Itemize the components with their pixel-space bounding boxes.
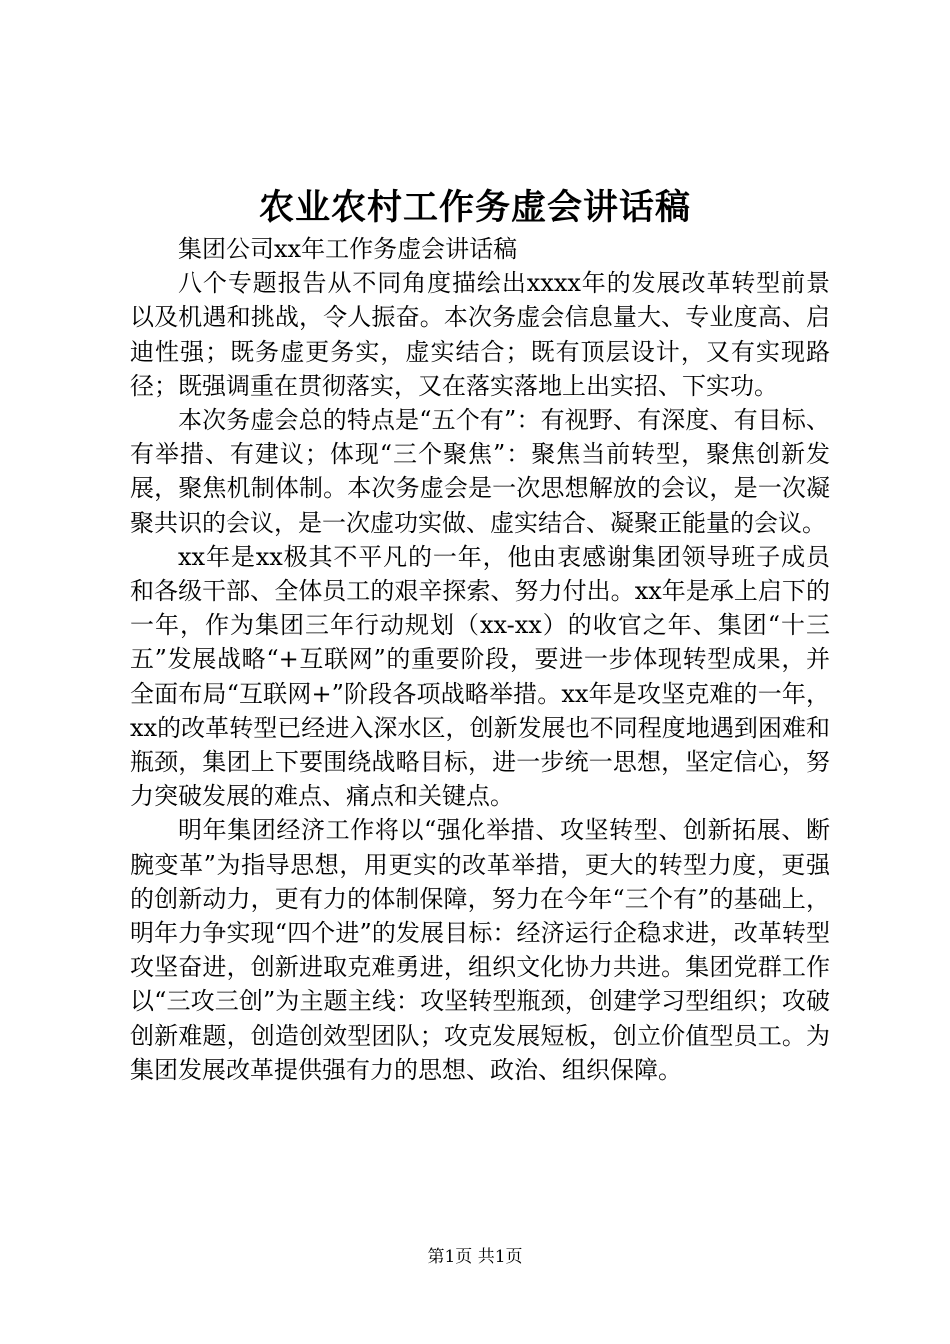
body-paragraph: 集团公司xx年工作务虚会讲话稿 bbox=[178, 235, 518, 263]
body-paragraph: 八个专题报告从不同角度描绘出xxxx年的发展改革转型前景以及机遇和挑战，令人振奋。本次务虚会信息量大、专业度高、启迪性强；既务虚更务实，虚实结合；既有顶层设计，又有实现路径；既强调重在贯彻落实，又在落实落地上出实招、下实功。 bbox=[130, 269, 830, 400]
body-paragraph: 明年集团经济工作将以“强化举措、攻坚转型、创新拓展、断腕变革”为指导思想，用更实的改革举措，更大的转型力度，更强的创新动力，更有力的体制保障，努力在今年“三个有”的基础上，明年力争实现“四个进”的发展目标：经济运行企稳求进，改革转型攻坚奋进，创新进取克难勇进，组织文化协力共进。集团党群工作以“三攻三创”为主题主线：攻坚转型瓶颈，创建学习型组织；攻破创新难题，创造创效型团队；攻克发展短板，创立价值型员工。为集团发展改革提供强有力的思想、政治、组织保障。 bbox=[130, 816, 830, 1084]
document-body bbox=[130, 232, 830, 1087]
page-footer: 第1页 共1页 bbox=[427, 1247, 523, 1267]
body-paragraph: 本次务虚会总的特点是“五个有”：有视野、有深度、有目标、有举措、有建议；体现“三个聚焦”：聚焦当前转型，聚焦创新发展，聚焦机制体制。本次务虚会是一次思想解放的会议，是一次凝聚共识的会议，是一次虚功实做、虚实结合、凝聚正能量的会议。 bbox=[130, 406, 830, 537]
body-paragraph: xx年是xx极其不平凡的一年，他由衷感谢集团领导班子成员和各级干部、全体员工的艰辛探索、努力付出。xx年是承上启下的一年，作为集团三年行动规划（xx-xx）的收官之年、集团“十三五”发展战略“+互联网”的重要阶段，要进一步体现转型成果，并全面布局“互联网+”阶段各项战略举措。xx年是攻坚克难的一年，xx的改革转型已经进入深水区，创新发展也不同程度地遇到困难和瓶颈，集团上下要围绕战略目标，进一步统一思想，坚定信心，努力突破发展的难点、痛点和关键点。 bbox=[130, 542, 830, 811]
document-title: 农业农村工作务虚会讲话稿 bbox=[258, 187, 691, 228]
